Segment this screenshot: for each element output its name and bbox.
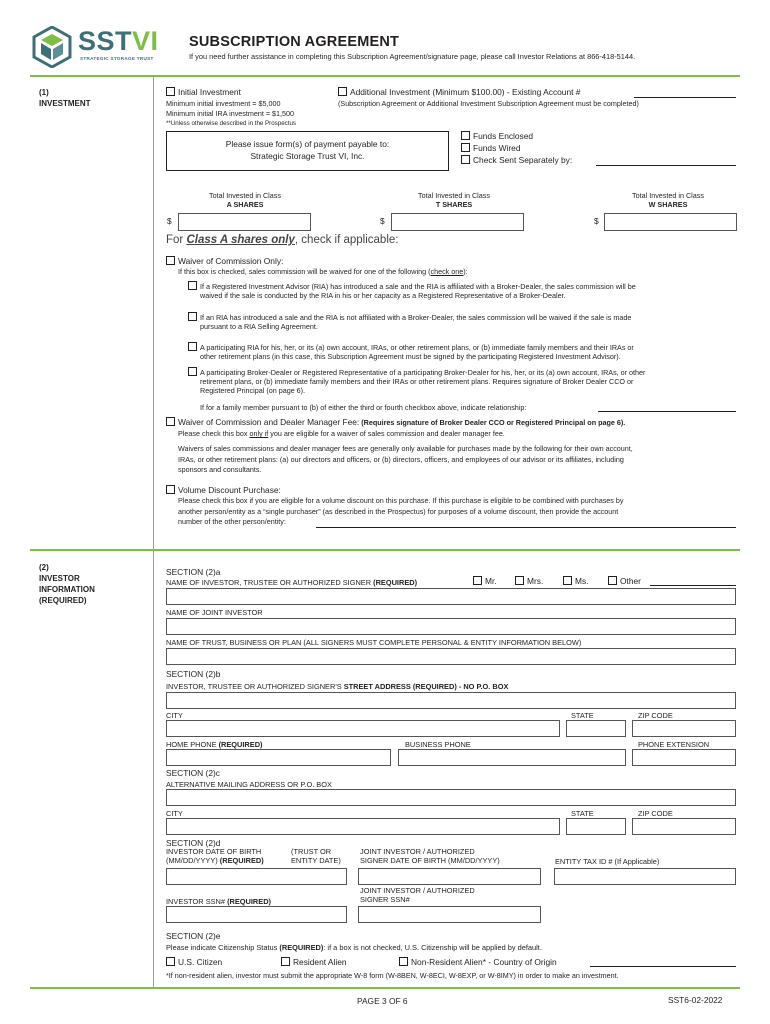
resident-alien-checkbox[interactable] — [281, 957, 290, 966]
section-2-heading: (2) INVESTOR INFORMATION (REQUIRED) — [39, 563, 95, 605]
volume-discount-option[interactable]: Volume Discount Purchase: — [166, 485, 281, 496]
page-number: PAGE 3 OF 6 — [357, 996, 408, 1006]
section-1-heading: (1) INVESTMENT — [39, 88, 91, 108]
class-a-heading: For Class A shares only, check if applicable: — [166, 234, 399, 246]
title-mrs[interactable]: Mrs. — [515, 576, 543, 587]
mr-checkbox[interactable] — [473, 576, 482, 585]
entity-tax-id-label: ENTITY TAX ID # (If Applicable) — [555, 857, 660, 866]
initial-ira-min-text: Minimum initial IRA investment = $1,500 — [166, 109, 295, 118]
zip-label: ZIP CODE — [638, 711, 673, 720]
waiver-option-4-checkbox[interactable] — [188, 367, 197, 376]
ssn-input[interactable] — [166, 906, 347, 923]
home-phone-input[interactable] — [166, 749, 391, 766]
ssn-label: INVESTOR SSN# (REQUIRED) — [166, 897, 271, 906]
initial-investment-option[interactable]: Initial Investment — [166, 87, 241, 98]
country-of-origin-field[interactable] — [590, 966, 736, 967]
title-other[interactable]: Other — [608, 576, 641, 587]
waiver-option-1-checkbox[interactable] — [188, 281, 197, 290]
check-sent-field[interactable] — [596, 165, 736, 166]
waiver-description: If this box is checked, sales commission will be waived for one of the following (check one): — [178, 267, 468, 276]
waiver-dm-description: Please check this box only if you are eligible for a waiver of sales commission and dealer manager fee. — [178, 429, 505, 438]
total-class-a-label: Total Invested in Class A SHARES — [209, 191, 281, 209]
additional-note: (Subscription Agreement or Additional Investment Subscription Agreement must be completed) — [338, 99, 639, 108]
total-class-a-input[interactable] — [178, 213, 311, 231]
investor-name-input[interactable] — [166, 588, 736, 605]
funds-enclosed-option[interactable]: Funds Enclosed — [461, 131, 533, 142]
payee-box: Please issue form(s) of payment payable to: Strategic Storage Trust VI, Inc. — [166, 131, 449, 171]
waiver-option-1[interactable]: If a Registered Investment Advisor (RIA) has introduced a sale and the RIA is affiliated with a Broker-Dealer, the sales commission will be waived if the sale is conducted by the RIA in his or her capacity as a Registered Representative of a Broker-Dealer. — [188, 281, 636, 300]
waiver-option-2-checkbox[interactable] — [188, 312, 197, 321]
state-input[interactable] — [566, 720, 626, 737]
cube-logo-icon — [32, 26, 72, 68]
waiver-option-3[interactable]: A participating RIA for his, her, or its (a) own account, IRAs, or other retirement plans, or (b) immediate family members and their IRAs or other retirement plans (in this case, this Subscription Agreement must be signed by the participating Registered Investment Advisor). — [188, 342, 634, 361]
joint-ssn-input[interactable] — [358, 906, 541, 923]
bottom-divider — [30, 987, 740, 989]
state-label: STATE — [571, 711, 594, 720]
column-divider — [153, 75, 154, 987]
check-sent-option[interactable]: Check Sent Separately by: — [461, 155, 572, 166]
waiver-commission-dm-checkbox[interactable] — [166, 417, 175, 426]
waiver-commission-option[interactable]: Waiver of Commission Only: — [166, 256, 283, 267]
state2-input[interactable] — [566, 818, 626, 835]
waiver-option-2[interactable]: If an RIA has introduced a sale and the RIA is not affiliated with a Broker-Dealer, the sales commission will be waived if the sale is made pursuant to a RIA Selling Agreement. — [188, 312, 631, 331]
top-divider — [30, 75, 740, 77]
city-label: CITY — [166, 711, 183, 720]
trust-name-label: NAME OF TRUST, BUSINESS OR PLAN (ALL SIGNERS MUST COMPLETE PERSONAL & ENTITY INFORMATION BELOW) — [166, 638, 582, 647]
city-input[interactable] — [166, 720, 560, 737]
street-address-label: INVESTOR, TRUSTEE OR AUTHORIZED SIGNER'S STREET ADDRESS (REQUIRED) - NO P.O. BOX — [166, 682, 509, 691]
funds-enclosed-checkbox[interactable] — [461, 131, 470, 140]
us-citizen-checkbox[interactable] — [166, 957, 175, 966]
city2-label: CITY — [166, 809, 183, 818]
title-mr[interactable]: Mr. — [473, 576, 497, 587]
section-2d-title: SECTION (2)d — [166, 838, 221, 848]
other-title-field[interactable] — [650, 585, 736, 586]
funds-wired-checkbox[interactable] — [461, 143, 470, 152]
waiver-commission-dm-option[interactable]: Waiver of Commission and Dealer Manager Fee: (Requires signature of Broker Dealer CCO or Registered Principal on page 6). — [166, 417, 625, 428]
business-phone-input[interactable] — [398, 749, 626, 766]
joint-dob-input[interactable] — [358, 868, 541, 885]
section-2e-title: SECTION (2)e — [166, 931, 221, 941]
volume-discount-account-field[interactable] — [316, 527, 736, 528]
section-2b-title: SECTION (2)b — [166, 669, 221, 679]
waiver-option-3-checkbox[interactable] — [188, 342, 197, 351]
volume-discount-paragraph: Please check this box if you are eligible for a volume discount on this purchase. If this purchase is eligible to be combined with purchases by another person/entity as a “single purchaser” (as described in the Prospectus) for purposes of a volume discount, then provide the account number of the other person/entity: — [178, 496, 624, 526]
joint-investor-input[interactable] — [166, 618, 736, 635]
dollar-sign-a: $ — [167, 216, 172, 226]
company-logo — [32, 24, 172, 70]
mrs-checkbox[interactable] — [515, 576, 524, 585]
volume-discount-checkbox[interactable] — [166, 485, 175, 494]
dollar-sign-t: $ — [380, 216, 385, 226]
state2-label: STATE — [571, 809, 594, 818]
dob-label: INVESTOR DATE OF BIRTH (MM/DD/YYYY) (REQUIRED) — [166, 847, 264, 866]
nonresident-note: *If non-resident alien, investor must submit the appropriate W-8 form (W-8BEN, W-8ECI, W-8EXP, or W-8IMY) in order to make an investment. — [166, 971, 619, 980]
us-citizen-option[interactable]: U.S. Citizen — [166, 957, 222, 968]
zip-input[interactable] — [632, 720, 736, 737]
phone-extension-label: PHONE EXTENSION — [638, 740, 710, 749]
existing-account-field[interactable] — [634, 97, 736, 98]
section-2c-title: SECTION (2)c — [166, 768, 220, 778]
middle-divider — [30, 549, 740, 551]
ms-checkbox[interactable] — [563, 576, 572, 585]
logo-wordmark: SSTVI — [78, 26, 159, 56]
total-class-t-input[interactable] — [391, 213, 524, 231]
alt-address-label: ALTERNATIVE MAILING ADDRESS OR P.O. BOX — [166, 780, 332, 789]
check-sent-checkbox[interactable] — [461, 155, 470, 164]
nonresident-alien-checkbox[interactable] — [399, 957, 408, 966]
prospectus-note: **Unless otherwise described in the Prospectus — [166, 120, 297, 127]
additional-investment-option[interactable]: Additional Investment (Minimum $100.00) - Existing Account # — [338, 87, 580, 98]
form-code: SST6-02-2022 — [668, 995, 723, 1005]
citizenship-instructions: Please indicate Citizenship Status (REQUIRED): if a box is not checked, U.S. Citizenship will be applied by default. — [166, 943, 542, 952]
entity-tax-id-input[interactable] — [554, 868, 736, 885]
zip2-input[interactable] — [632, 818, 736, 835]
additional-investment-checkbox[interactable] — [338, 87, 347, 96]
waiver-option-4[interactable]: A participating Broker-Dealer or Registered Representative of a participating Broker-Dealer for his, her, or its (a) own account, IRAs, or other retirement plans, or (b) immediate family members and their IRAs or other retirement plans. Requires signature of Broker Dealer CCO or Registered Principal (on page 6). — [188, 367, 645, 395]
dollar-sign-w: $ — [594, 216, 599, 226]
family-relationship-label: If for a family member pursuant to (b) of either the third or fourth checkbox above, indicate relationship: — [200, 403, 527, 412]
joint-dob-label: JOINT INVESTOR / AUTHORIZED SIGNER DATE OF BIRTH (MM/DD/YYYY) — [360, 847, 500, 866]
total-class-t-label: Total Invested in Class T SHARES — [418, 191, 490, 209]
trust-date-label: (TRUST OR ENTITY DATE) — [291, 847, 341, 866]
page-subtitle: If you need further assistance in completing this Subscription Agreement/signature page, please call Investor Relations at 866-418-5144. — [189, 52, 636, 61]
waiver-dm-paragraph: Waivers of sales commissions and dealer manager fees are generally only available for purchases made by the following for their own account, IRAs, or other retirement plans: (a) our directors and officers, or (b) directors, officers, and employees of our advisor or its affiliates, including sponsors and consultants. — [178, 444, 633, 474]
dob-input[interactable] — [166, 868, 347, 885]
section-2a-title: SECTION (2)a — [166, 567, 221, 577]
trust-name-input[interactable] — [166, 648, 736, 665]
nonresident-alien-option[interactable]: Non-Resident Alien* - Country of Origin — [399, 957, 557, 968]
initial-investment-checkbox[interactable] — [166, 87, 175, 96]
initial-min-text: Minimum initial investment = $5,000 — [166, 99, 281, 108]
home-phone-label: HOME PHONE (REQUIRED) — [166, 740, 263, 749]
page-title: SUBSCRIPTION AGREEMENT — [189, 34, 400, 50]
family-relationship-field[interactable] — [598, 411, 736, 412]
logo-subtitle: STRATEGIC STORAGE TRUST — [80, 56, 154, 61]
waiver-commission-checkbox[interactable] — [166, 256, 175, 265]
joint-ssn-label: JOINT INVESTOR / AUTHORIZED SIGNER SSN# — [360, 886, 475, 905]
zip2-label: ZIP CODE — [638, 809, 673, 818]
alt-address-input[interactable] — [166, 789, 736, 806]
business-phone-label: BUSINESS PHONE — [405, 740, 471, 749]
funds-wired-option[interactable]: Funds Wired — [461, 143, 520, 154]
street-address-input[interactable] — [166, 692, 736, 709]
phone-extension-input[interactable] — [632, 749, 736, 766]
total-class-w-label: Total Invested in Class W SHARES — [632, 191, 704, 209]
city2-input[interactable] — [166, 818, 560, 835]
total-class-w-input[interactable] — [604, 213, 737, 231]
title-ms[interactable]: Ms. — [563, 576, 589, 587]
joint-investor-label: NAME OF JOINT INVESTOR — [166, 608, 263, 617]
other-checkbox[interactable] — [608, 576, 617, 585]
investor-name-label: NAME OF INVESTOR, TRUSTEE OR AUTHORIZED SIGNER (REQUIRED) — [166, 578, 418, 587]
resident-alien-option[interactable]: Resident Alien — [281, 957, 347, 968]
